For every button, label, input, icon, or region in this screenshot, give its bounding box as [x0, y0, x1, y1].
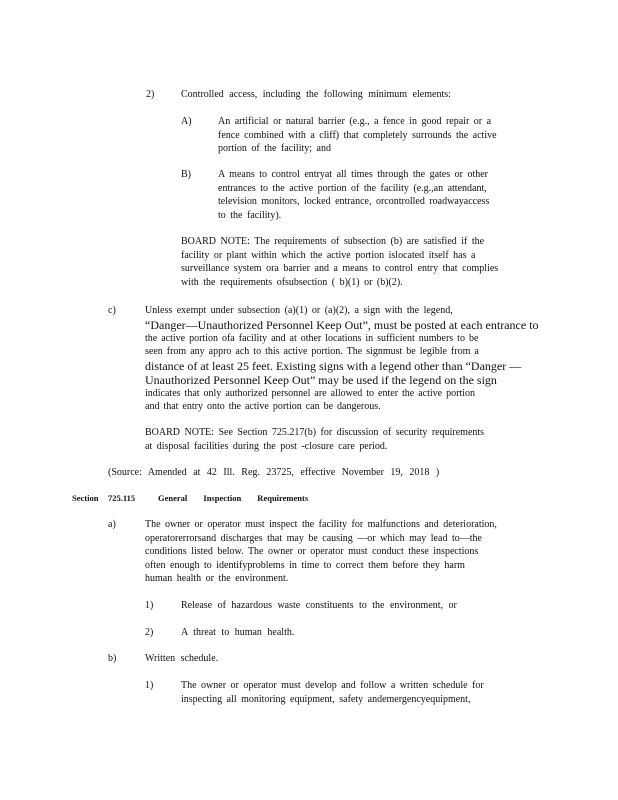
board-note-1 — [181, 235, 498, 289]
text-line: Unauthorized Personnel Keep Out” may be used if the legend on the sign — [145, 372, 497, 387]
text-line: human health or the environment. — [145, 573, 289, 584]
item-2-text: Controlled access, including the following minimum elements: — [181, 89, 451, 100]
text-line: conditions listed below. The owner or operator must conduct these inspections — [145, 546, 479, 557]
text-line: BOARD NOTE: The requirements of subsection (b) are satisfied if the — [181, 236, 485, 247]
text-line: The owner or operator must inspect the facility for malfunctions and deterioration, — [145, 519, 497, 530]
text-line: Unless exempt under subsection (a)(1) or (a)(2), a sign with the legend, — [145, 305, 453, 316]
text-line: television monitors, locked entrance, orcontrolled roadwayaccess — [218, 196, 490, 207]
item-c-text — [145, 304, 539, 414]
text-line: The owner or operator must develop and follow a written schedule for — [181, 680, 484, 691]
item-a2-text: A threat to human health. — [181, 627, 295, 638]
item-b-text: Written schedule. — [145, 653, 219, 664]
text-line: portion of the facility; and — [218, 143, 331, 154]
text-line: BOARD NOTE: See Section 725.217(b) for discussion of security requirements — [145, 427, 485, 438]
text-line: and that entry onto the active portion can be dangerous. — [145, 401, 381, 412]
item-B-number: B) — [181, 169, 191, 180]
text-line: to the facility). — [218, 209, 282, 221]
source-note: (Source: Amended at 42 Ill. Reg. 23725, effective November 19, 2018 ) — [108, 467, 440, 478]
text-line: surveillance system ora barrier and a means to control entry that complies — [181, 263, 499, 274]
text-line: entrances to the active portion of the facility (e.g.,an attendant, — [218, 182, 487, 194]
item-a-text — [145, 518, 497, 586]
item-a2-number: 2) — [145, 627, 154, 638]
item-A-number: A) — [181, 116, 192, 127]
text-line: with the requirements ofsubsection ( b)(1) or (b)(2). — [181, 276, 403, 288]
item-2-number: 2) — [146, 89, 155, 100]
item-B-text — [218, 168, 489, 222]
text-line: at disposal facilities during the post -closure care period. — [145, 440, 388, 452]
text-line: indicates that only authorized personnel are allowed to enter the active portion — [145, 387, 475, 399]
text-line: facility or plant within which the active portion islocated itself has a — [181, 249, 476, 261]
text-line: A means to control entryat all times through the gates or other — [218, 169, 488, 180]
section-label: Section — [72, 493, 99, 503]
item-b-number: b) — [108, 653, 117, 664]
item-a1-number: 1) — [145, 600, 154, 611]
text-line: seen from any appro ach to this active portion. The signmust be legible from a — [145, 346, 479, 357]
item-a1-text: Release of hazardous waste constituents to the environment, or — [181, 600, 457, 611]
item-c-number: c) — [108, 305, 116, 316]
item-b1-text — [181, 679, 484, 706]
section-title: General Inspection Requirements — [158, 493, 309, 503]
item-A-text — [218, 115, 497, 156]
text-line: the active portion ofa facility and at other locations in sufficient numbers to be — [145, 332, 479, 344]
text-line: An artificial or natural barrier (e.g., a fence in good repair or a — [218, 116, 492, 127]
section-number: 725.115 — [108, 493, 136, 503]
text-line: operatorerrorsand discharges that may be causing —or which may lead to—the — [145, 532, 482, 544]
item-b1-number: 1) — [145, 680, 154, 691]
item-a-number: a) — [108, 519, 116, 530]
text-line: distance of at least 25 feet. Existing signs with a legend other than “Danger — — [145, 358, 522, 373]
text-line: “Danger—Unauthorized Personnel Keep Out”, must be posted at each entrance to — [145, 317, 539, 332]
board-note-2 — [145, 426, 484, 453]
text-line: inspecting all monitoring equipment, safety andemergencyequipment, — [181, 693, 471, 705]
text-line: fence combined with a cliff) that completely surrounds the active — [218, 129, 497, 141]
text-line: often enough to identifyproblems in time to correct them before they harm — [145, 559, 465, 571]
